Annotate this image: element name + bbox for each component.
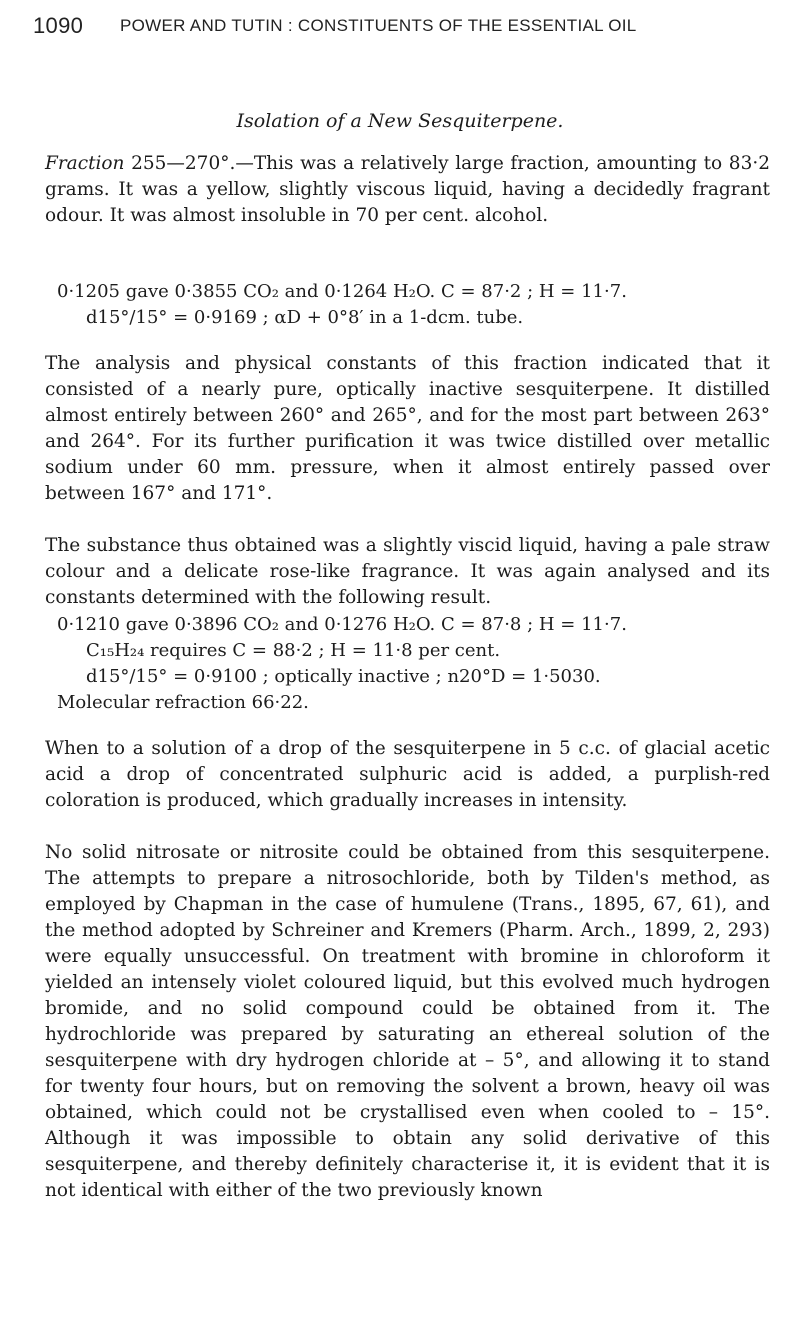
page-number: 1090 xyxy=(33,13,84,38)
paragraph-derivatives: No solid nitrosate or nitrosite could be obtained from this sesquiterpene. The attempts to prepare a nitrosochloride, both by Tilden's method, as employed by Chapman in the case of humulene (Trans., 1895, 67, 61), and the method adopted by Schreiner and Kremers (Pharm. Arch., 1899, 2, 293) were equally unsuccessful. On treatment with bromine in chloroform it yielded an intensely violet coloured liquid, but this evolved much hydrogen bromide, and no solid compound could be obtained from it. The hydrochloride was prepared by saturating an ethereal solution of the sesquiterpene with dry hydrogen chloride at – 5°, and allowing it to stand for twenty four hours, but on removing the solvent a brown, heavy oil was obtained, which could not be crystallised even when cooled to – 15°. Although it was impossible to obtain any solid derivative of this sesquiterpene, and thereby definitely characterise it, it is evident that it is not identical with either of the two previously known xyxy=(45,842,770,1201)
paragraph-substance: The substance thus obtained was a slightly viscid liquid, having a pale straw colour and a delicate rose-like fragrance. It was again analysed and its constants determined with the following result. xyxy=(45,535,770,608)
section-title: Isolation of a New Sesquiterpene. xyxy=(236,110,564,132)
analysis-2-line-3: d15°/15° = 0·9100 ; optically inactive ; n20°D = 1·5030. xyxy=(86,666,601,687)
running-title: POWER AND TUTIN : CONSTITUENTS OF THE ESSENTIAL OIL xyxy=(120,16,637,35)
analysis-2-line-4: Molecular refraction 66·22. xyxy=(57,692,309,713)
running-header xyxy=(0,13,800,40)
analysis-1-line-1: 0·1205 gave 0·3855 CO₂ and 0·1264 H₂O. C = 87·2 ; H = 11·7. xyxy=(57,281,627,302)
analysis-2-line-1: 0·1210 gave 0·3896 CO₂ and 0·1276 H₂O. C = 87·8 ; H = 11·7. xyxy=(57,614,627,635)
paragraph-coloration: When to a solution of a drop of the sesquiterpene in 5 c.c. of glacial acetic acid a drop of concentrated sulphuric acid is added, a purplish-red coloration is produced, which gradually increases in intensity. xyxy=(45,738,770,811)
paragraph-analysis-discussion: The analysis and physical constants of this fraction indicated that it consisted of a nearly pure, optically inactive sesquiterpene. It distilled almost entirely between 260° and 265°, and for the most part between 263° and 264°. For its further purification it was twice distilled over metallic sodium under 60 mm. pressure, when it almost entirely passed over between 167° and 171°. xyxy=(45,353,770,504)
analysis-1-line-2: d15°/15° = 0·9169 ; αD + 0°8′ in a 1-dcm. tube. xyxy=(86,307,524,328)
paragraph-fraction xyxy=(45,151,770,229)
analysis-2-line-2: C₁₅H₂₄ requires C = 88·2 ; H = 11·8 per cent. xyxy=(86,640,501,661)
fraction-label: Fraction xyxy=(45,153,125,174)
paragraph-fraction-text: 255—270°.—This was a relatively large fraction, amounting to 83·2 grams. It was a yellow, slightly viscous liquid, having a decidedly fragrant odour. It was almost insoluble in 70 per cent. alcohol. xyxy=(45,153,770,226)
